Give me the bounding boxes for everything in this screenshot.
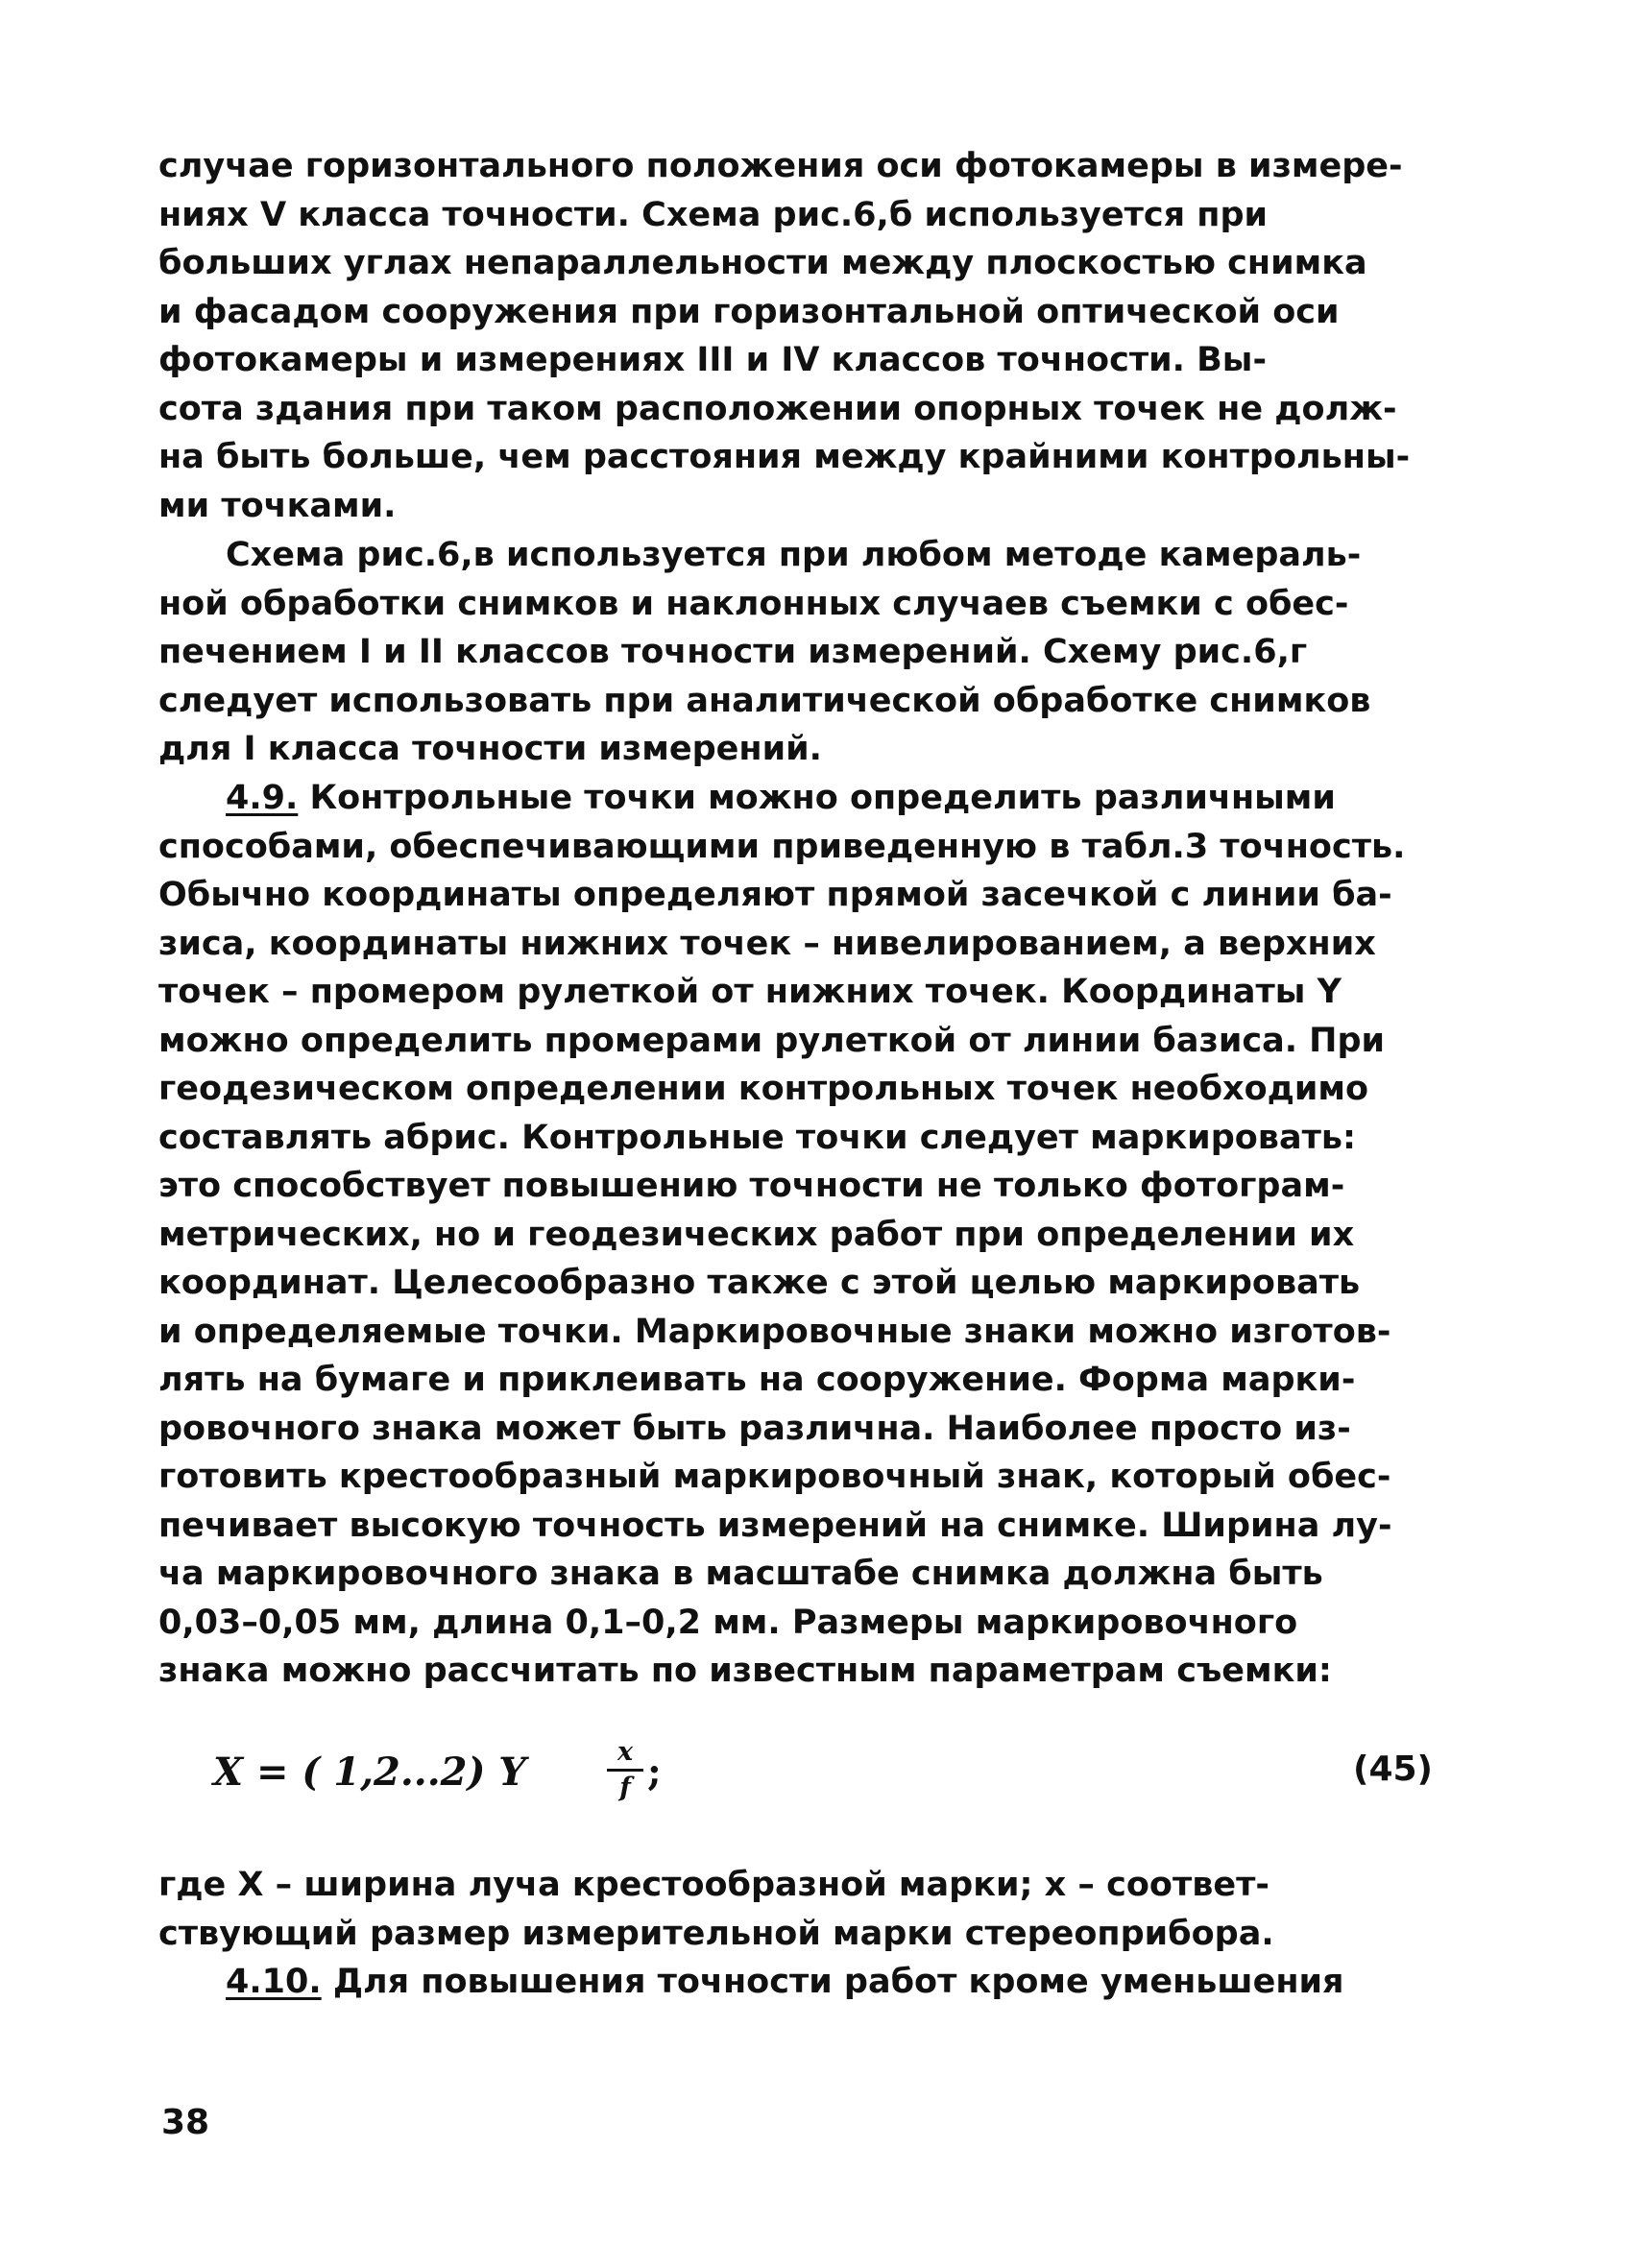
text-line: ниях V класса точности. Схема рис.6,б используется при — [158, 195, 1269, 234]
text-line: на быть больше, чем расстояния между крайними контрольны- — [158, 438, 1411, 476]
formula-45 — [213, 1728, 1433, 1815]
text-line — [158, 1958, 1474, 2007]
text-line: ча маркировочного знака в масштабе снимка должна быть — [158, 1555, 1323, 1593]
paragraph-2 — [158, 531, 1474, 774]
text-line — [158, 774, 1474, 823]
text-line: где X – ширина луча крестообразной марки; x – соответ- — [158, 1866, 1269, 1904]
section-number: 4.10. — [226, 1963, 322, 2001]
text-line: сота здания при таком расположении опорных точек не долж- — [158, 389, 1397, 428]
text-line: лять на бумаге и приклеивать на сооружение. Форма марки- — [158, 1361, 1356, 1399]
paragraph-1 — [158, 142, 1474, 530]
text-line: печивает высокую точность измерений на снимке. Ширина лу- — [158, 1506, 1392, 1545]
text-line: можно определить промерами рулеткой от линии базиса. При — [158, 1021, 1386, 1060]
text-line: печением I и II классов точности измерений. Схему рис.6,г — [158, 633, 1308, 671]
section-number: 4.9. — [226, 779, 299, 817]
text-line: координат. Целесообразно также с этой целью маркировать — [158, 1264, 1361, 1302]
formula-lhs: X = ( 1,2...2) Y — [213, 1749, 526, 1795]
text-line: готовить крестообразный маркировочный знак, который обес- — [158, 1458, 1391, 1496]
text-line: и фасадом сооружения при горизонтальной оптической оси — [158, 292, 1340, 331]
text-line: ной обработки снимков и наклонных случаев съемки с обес- — [158, 584, 1349, 623]
text-line: составлять абрис. Контрольные точки следует маркировать: — [158, 1118, 1356, 1157]
text-line: способами, обеспечивающими приведенную в табл.3 точность. — [158, 827, 1406, 866]
text-line: случае горизонтального положения оси фотокамеры в измере- — [158, 147, 1403, 185]
text-line: Обычно координаты определяют прямой засечкой с линии ба- — [158, 876, 1392, 914]
text-line: это способствует повышению точности не только фотограм- — [158, 1167, 1345, 1205]
text-line: точек – промером рулеткой от нижних точек. Координаты Y — [158, 973, 1342, 1011]
text-line: зиса, координаты нижних точек – нивелированием, а верхних — [158, 924, 1376, 963]
formula-numerator: x — [607, 1736, 643, 1772]
formula-denominator: f — [619, 1773, 631, 1802]
text-line: геодезическом определении контрольных точек необходимо — [158, 1070, 1369, 1108]
text-line: знака можно рассчитать по известным параметрам съемки: — [158, 1652, 1332, 1690]
text-line: следует использовать при аналитической обработке снимков — [158, 681, 1371, 720]
formula-fraction — [607, 1736, 643, 1804]
text-line: и определяемые точки. Маркировочные знаки можно изготов- — [158, 1312, 1391, 1351]
page-number: 38 — [161, 2103, 210, 2142]
paragraph-4-9 — [158, 774, 1474, 1696]
equation-number: (45) — [1352, 1749, 1433, 1789]
text-line: ровочного знака может быть различна. Наиболее просто из- — [158, 1409, 1351, 1448]
text-line: ми точками. — [158, 486, 397, 525]
text-line-rest: Для повышения точности работ кроме уменьшения — [321, 1963, 1344, 2001]
text-line: больших углах непараллельности между плоскостью снимка — [158, 244, 1367, 282]
formula-suffix: ; — [647, 1749, 662, 1795]
text-line: 0,03–0,05 мм, длина 0,1–0,2 мм. Размеры маркировочного — [158, 1603, 1298, 1642]
text-line: ствующий размер измерительной марки стереоприбора. — [158, 1914, 1274, 1953]
text-line: для I класса точности измерений. — [158, 730, 822, 768]
text-line: метрических, но и геодезических работ при определении их — [158, 1215, 1355, 1254]
text-line: Схема рис.6,в используется при любом методе камераль- — [226, 536, 1362, 574]
text-line: фотокамеры и измерениях III и IV классов точности. Вы- — [158, 341, 1267, 379]
formula-legend — [158, 1861, 1474, 2007]
text-line-rest: Контрольные точки можно определить различными — [298, 779, 1336, 817]
